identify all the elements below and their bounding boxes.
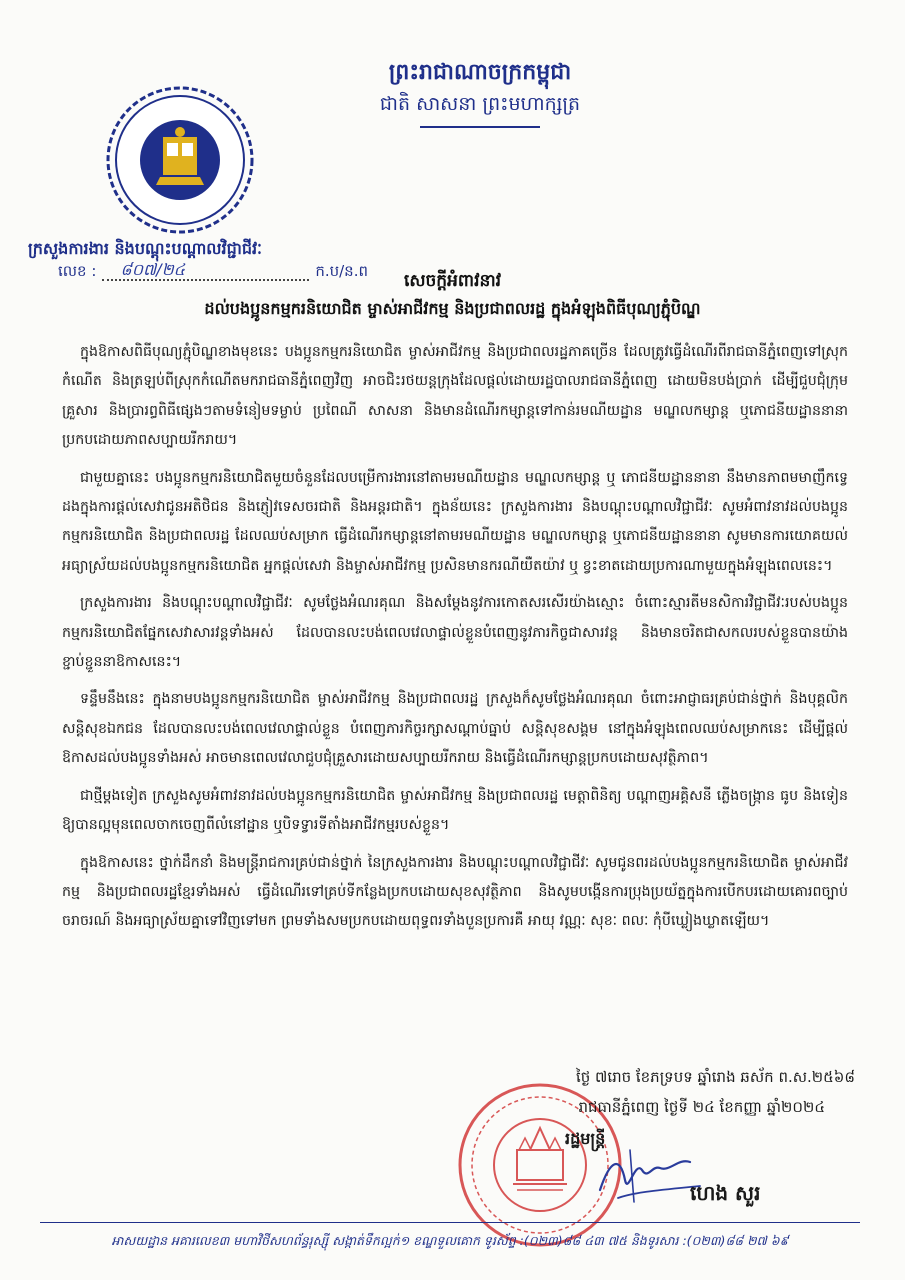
document-subtitle: ដល់បងប្អូនកម្មករនិយោជិត ម្ចាស់អាជីវកម្ម និងប្រជាពលរដ្ឋ ក្នុងអំឡុងពិធីបុណ្យភ្ជុំបិណ្ឌ [204, 299, 701, 318]
paragraph: ក្នុងឱកាសពិធីបុណ្យភ្ជុំបិណ្ឌខាងមុខនេះ បងប្អូនកម្មករនិយោជិត ម្ចាស់អាជីវកម្ម និងប្រជាពលរដ្ឋភាគច្រើន ដែលត្រូវធ្វើដំណើរពីរាជធានីភ្នំពេញទៅស្រុកកំណើត និងត្រឡប់ពីស្រុកកំណើតមករាជធានីភ្នំពេញវិញ អាចជិះរថយន្តក្រុងដែលផ្តល់ដោយរដ្ឋបាលរាជធានីភ្នំពេញ ដោយមិនបង់ប្រាក់ ដើម្បីជួបជុំក្រុមគ្រួសារ និងប្រារព្ធពិធីផ្សេងៗតាមទំនៀមទម្លាប់ ប្រពៃណី សាសនា និងមានដំណើរកម្សាន្តទៅកាន់រមណីយដ្ឋាន មណ្ឌលកម្សាន្ត ឬភោជនីយដ្ឋាននានា ប្រកបដោយភាពសប្បាយរីករាយ។ [62, 344, 848, 449]
footer-address: អាសយដ្ឋាន អគារលេខ៣ មហាវិថីសហព័ន្ធរុស្ស៊ី សង្កាត់ទឹកល្អក់១ ខណ្ឌទួលគោក ទូរស័ព្ទ :(០២៣)៨៨ ៤៣ ៧៥ និងទូរសារ :(០២៣)៨៨ ២៧ ៦៩ [111, 1233, 789, 1248]
solar-date: រាជធានីភ្នំពេញ ថ្ងៃទី ២៤ ខែកញ្ញា ឆ្នាំ២០២៤ [578, 1098, 825, 1116]
paragraph: ក្រសួងការងារ និងបណ្តុះបណ្តាលវិជ្ជាជីវៈ សូមថ្លែងអំណរគុណ និងសម្តែងនូវការកោតសរសើរយ៉ាងស្មោះ ចំពោះស្មារតីមនសិការវិជ្ជាជីវៈរបស់បងប្អូនកម្មករនិយោជិតផ្នែកសេវាសារវន្តទាំងអស់ ដែលបានលះបង់ពេលវេលាផ្ទាល់ខ្លួនបំពេញនូវភារកិច្ចជាសារវន្ត និងមានចរិតជាសកលរបស់ខ្លួនបានយ៉ាងខ្ជាប់ខ្ជួននាឱកាសនេះ។ [62, 595, 848, 671]
national-motto: ជាតិ សាសនា ព្រះមហាក្សត្រ [379, 93, 581, 115]
paragraph: ជាថ្មីម្តងទៀត ក្រសួងសូមអំពាវនាវដល់បងប្អូនកម្មករនិយោជិត ម្ចាស់អាជីវកម្ម និងប្រជាពលរដ្ឋ មេត្តាពិនិត្យ បណ្តាញអគ្គិសនី ភ្លើងចង្ក្រាន ធូប និងទៀន ឱ្យបានល្អមុនពេលចាកចេញពីលំនៅដ្ឋាន ឬបិទទ្វារទីតាំងអាជីវកម្មរបស់ខ្លួន។ [62, 787, 848, 834]
motto-divider [420, 126, 540, 128]
ministry-seal-logo [105, 85, 255, 235]
kingdom-heading: ព្រះរាជាណាចក្រកម្ពុជា [388, 60, 572, 85]
footer-divider [40, 1222, 860, 1223]
document-body [62, 338, 848, 945]
document-title: សេចក្តីអំពាវនាវ [403, 271, 502, 291]
reference-suffix: ក.ប/ន.ព [315, 262, 368, 280]
reference-number: ៨០៧/២៤ [120, 260, 185, 279]
reference-label: លេខ : [58, 262, 97, 280]
paragraph: ទន្ទឹមនឹងនេះ ក្នុងនាមបងប្អូនកម្មករនិយោជិត ម្ចាស់អាជីវកម្ម និងប្រជាពលរដ្ឋ ក្រសួងក៏សូមថ្លែងអំណរគុណ ចំពោះអាជ្ញាធរគ្រប់ជាន់ថ្នាក់ និងបុគ្គលិកសន្តិសុខឯកជន ដែលបានលះបង់ពេលវេលាផ្ទាល់ខ្លួន បំពេញភារកិច្ចរក្សាសណ្តាប់ធ្នាប់ សន្តិសុខសង្គម នៅក្នុងអំឡុងពេលឈប់សម្រាកនេះ ដើម្បីផ្តល់ឱកាសដល់បងប្អូនទាំងអស់ អាចមានពេលវេលាជួបជុំគ្រួសារដោយសប្បាយរីករាយ និងធ្វើដំណើរកម្សាន្តប្រកបដោយសុវត្ថិភាព។ [62, 691, 848, 767]
paragraph: ក្នុងឱកាសនេះ ថ្នាក់ដឹកនាំ និងមន្ត្រីរាជការគ្រប់ជាន់ថ្នាក់ នៃក្រសួងការងារ និងបណ្តុះបណ្តាលវិជ្ជាជីវៈ សូមជូនពរដល់បងប្អូនកម្មករនិយោជិត ម្ចាស់អាជីវកម្ម និងប្រជាពលរដ្ឋខ្មែរទាំងអស់ ធ្វើដំណើរទៅគ្រប់ទីកន្លែងប្រកបដោយសុខសុវត្ថិភាព និងសូមបង្កើនការប្រុងប្រយ័ត្នក្នុងការបើកបរដោយគោរពច្បាប់ចរាចរណ៍ និងអធ្យាស្រ័យគ្នាទៅវិញទៅមក ព្រមទាំងសមប្រកបដោយពុទ្ធពរទាំងបួនប្រការគឺ អាយុ វណ្ណៈ សុខៈ ពលៈ កុំបីឃ្លៀងឃ្លាតឡើយ។ [62, 854, 848, 930]
signatory-title: រដ្ឋមន្ត្រី [565, 1129, 606, 1148]
signatory-name: ហេង សួរ [690, 1181, 761, 1205]
lunar-date: ថ្ងៃ ៧រោច ខែភទ្របទ ឆ្នាំរោង ឆស័ក ព.ស.២៥៦៨ [575, 1068, 855, 1086]
ministry-name: ក្រសួងការងារ និងបណ្តុះបណ្តាលវិជ្ជាជីវៈ [28, 239, 262, 258]
paragraph: ជាមួយគ្នានេះ បងប្អូនកម្មករនិយោជិតមួយចំនួនដែលបម្រើការងារនៅតាមរមណីយដ្ឋាន មណ្ឌលកម្សាន្ត ឬ ភោជនីយដ្ឋាននានា នឹងមានភាពមមាញឹកទ្វេដងក្នុងការផ្តល់សេវាជូនអតិថិជន និងភ្ញៀវទេសចរជាតិ និងអន្តរជាតិ។ ក្នុងន័យនេះ ក្រសួងការងារ និងបណ្តុះបណ្តាលវិជ្ជាជីវៈ សូមអំពាវនាវដល់បងប្អូនកម្មករនិយោជិត និងប្រជាពលរដ្ឋ ដែលឈប់សម្រាក ធ្វើដំណើរកម្សាន្តនៅតាមរមណីយដ្ឋាន មណ្ឌលកម្សាន្ត ឬភោជនីយដ្ឋាននានា សូមមានការយោគយល់អធ្យាស្រ័យដល់បងប្អូនកម្មករនិយោជិត អ្នកផ្តល់សេវា និងម្ចាស់អាជីវកម្ម ប្រសិនមានករណីយឺតយ៉ាវ ឬ ខ្វះខាតដោយប្រការណាមួយក្នុងអំឡុងពេលនេះ។ [62, 469, 848, 574]
